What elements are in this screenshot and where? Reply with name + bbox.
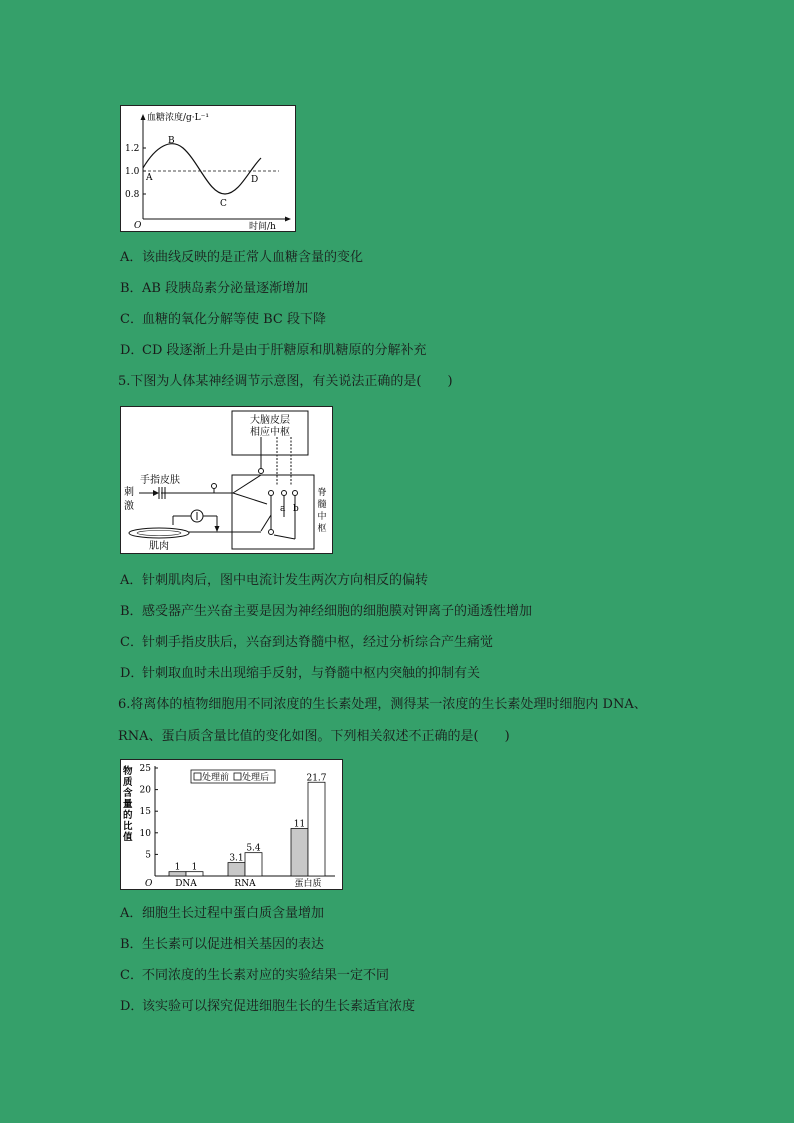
y-tick-label: 20: [139, 785, 151, 796]
q4-option-c[interactable]: C．血糖的氧化分解等使 BC 段下降: [120, 312, 327, 327]
brain-cortex-label: 大脑皮层: [250, 415, 290, 426]
y-axis-label-char: 含: [123, 788, 133, 799]
category-label: RNA: [234, 879, 256, 889]
point-label-a: A: [146, 173, 153, 183]
bar-value-label: 1: [174, 862, 181, 873]
q4-option-a[interactable]: A．该曲线反映的是正常人血糖含量的变化: [120, 250, 364, 265]
point-b-label: b: [293, 504, 299, 514]
spinal-char: 中: [317, 512, 327, 522]
legend-label-after: 处理后: [242, 773, 270, 783]
bar-value-label: 1: [191, 862, 198, 873]
q4-option-d[interactable]: D．CD 段逐渐上升是由于肝糖原和肌糖原的分解补充: [120, 343, 427, 358]
bar-before: [228, 863, 245, 876]
point-label-d: D: [251, 175, 259, 185]
stimulus-label: 刺: [124, 487, 134, 498]
nerve-regulation-diagram: [121, 407, 332, 553]
x-axis-label: 时间/h: [249, 222, 276, 231]
origin-label: O: [145, 879, 153, 889]
spinal-char: 髓: [317, 500, 327, 510]
bar-after: [308, 782, 325, 876]
q6-option-c[interactable]: C．不同浓度的生长素对应的实验结果一定不同: [120, 968, 390, 983]
point-a-label: a: [280, 504, 286, 514]
q5-stem: 5.下图为人体某神经调节示意图，有关说法正确的是( ): [118, 374, 453, 389]
category-label: DNA: [175, 879, 197, 889]
legend-swatch-after: [234, 773, 241, 780]
bar-after: [245, 853, 262, 876]
bar-value-label: 21.7: [306, 773, 327, 784]
legend-swatch-before: [194, 773, 201, 780]
q4-option-b[interactable]: B．AB 段胰岛素分泌量逐渐增加: [120, 281, 309, 296]
bar-value-label: 5.4: [246, 843, 261, 854]
ratio-bar-chart: [121, 760, 342, 889]
y-axis-label-char: 物: [123, 766, 133, 777]
ytick-label: 0.8: [125, 190, 140, 200]
y-tick-label: 10: [139, 828, 151, 839]
finger-skin-label: 手指皮肤: [140, 475, 180, 486]
q6-stem-line1: 6.将离体的植物细胞用不同浓度的生长素处理，测得某一浓度的生长素处理时细胞内 DNA、: [118, 697, 647, 712]
q6-option-d[interactable]: D．该实验可以探究促进细胞生长的生长素适宜浓度: [120, 999, 416, 1014]
y-tick-label: 15: [139, 807, 151, 818]
y-axis-label-char: 质: [123, 777, 133, 788]
blood-glucose-chart: [121, 106, 295, 231]
nerve-regulation-figure: [120, 406, 333, 554]
bar-value-label: 11: [293, 819, 306, 830]
q5-option-c[interactable]: C．针刺手指皮肤后，兴奋到达脊髓中枢，经过分析综合产生痛觉: [120, 635, 494, 650]
bar-value-label: 3.1: [229, 853, 244, 864]
y-axis-label-char: 量: [123, 799, 133, 810]
blood-glucose-figure: [120, 105, 296, 232]
muscle-label: 肌肉: [149, 541, 169, 552]
q6-stem-line2: RNA、蛋白质含量比值的变化如图。下列相关叙述不正确的是( ): [118, 729, 510, 744]
point-label-b: B: [168, 136, 175, 146]
q5-option-a[interactable]: A．针刺肌肉后，图中电流计发生两次方向相反的偏转: [120, 573, 429, 588]
ytick-label: 1.2: [125, 144, 140, 154]
spinal-char: 脊: [317, 488, 327, 498]
ytick-label: 1.0: [125, 167, 140, 177]
y-axis-label-char: 的: [123, 810, 133, 821]
y-axis-label: 血糖浓度/g·L⁻¹: [147, 113, 209, 123]
y-tick-label: 5: [145, 850, 151, 861]
q6-option-a[interactable]: A．细胞生长过程中蛋白质含量增加: [120, 906, 325, 921]
brain-center-label: 相应中枢: [250, 427, 290, 438]
ratio-bar-figure: [120, 759, 343, 890]
legend-label-before: 处理前: [202, 773, 230, 783]
category-label: 蛋白质: [294, 879, 322, 889]
q6-option-b[interactable]: B．生长素可以促进相关基因的表达: [120, 937, 325, 952]
stimulus-label: 激: [124, 501, 134, 512]
q5-option-d[interactable]: D．针刺取血时未出现缩手反射，与脊髓中枢内突触的抑制有关: [120, 666, 481, 681]
y-axis-label-char: 值: [123, 832, 133, 843]
y-axis-label-char: 比: [123, 821, 133, 832]
bar-before: [291, 828, 308, 876]
q5-option-b[interactable]: B．感受器产生兴奋主要是因为神经细胞的细胞膜对钾离子的通透性增加: [120, 604, 533, 619]
point-label-c: C: [220, 199, 227, 209]
y-tick-label: 25: [139, 764, 151, 774]
spinal-char: 枢: [317, 524, 327, 534]
origin-label: O: [134, 221, 142, 231]
